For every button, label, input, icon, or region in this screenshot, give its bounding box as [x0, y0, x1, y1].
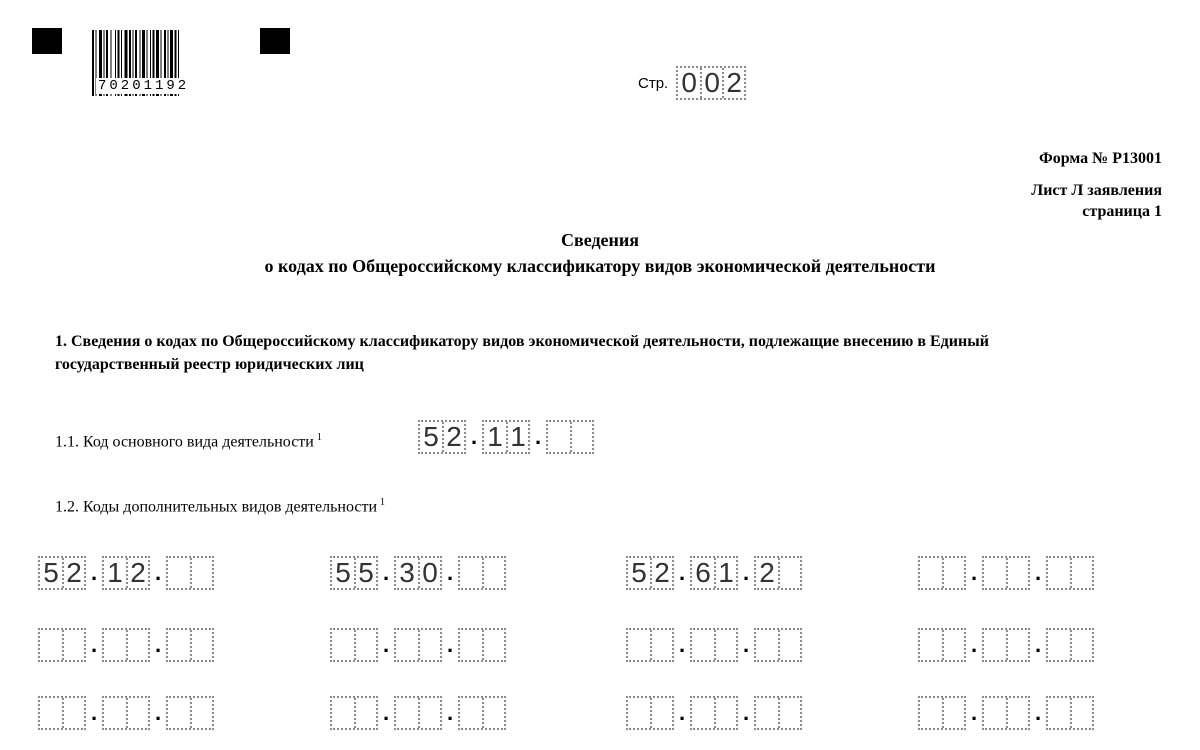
additional-activity-code[interactable]	[330, 556, 506, 590]
document-subtitle: о кодах по Общероссийскому классификатору видов экономической деятельности	[264, 256, 936, 276]
code-cell[interactable]	[418, 630, 440, 660]
form-number: Форма № Р13001	[1038, 150, 1162, 167]
additional-activity-code[interactable]	[626, 696, 802, 730]
code-group[interactable]	[394, 628, 442, 662]
code-cell[interactable]: 5	[335, 557, 351, 588]
code-cell[interactable]	[1070, 698, 1092, 728]
code-cell[interactable]	[570, 422, 592, 452]
code-cell[interactable]	[756, 630, 778, 660]
additional-activity-code[interactable]	[918, 556, 1094, 590]
code-group[interactable]	[102, 696, 150, 730]
code-cell[interactable]	[942, 630, 964, 660]
code-group[interactable]	[102, 556, 150, 590]
code-cell[interactable]: 5	[43, 557, 59, 588]
code-cell[interactable]	[778, 630, 800, 660]
barcode-number: 70201192	[96, 78, 228, 94]
code-cell[interactable]	[628, 698, 650, 728]
code-cell[interactable]	[168, 698, 190, 728]
code-separator: .	[90, 560, 98, 585]
code-separator: .	[470, 424, 478, 449]
footnote-mark: 1	[316, 432, 322, 443]
code-cell[interactable]	[1006, 698, 1028, 728]
code-group[interactable]	[918, 628, 966, 662]
code-separator: .	[678, 700, 686, 725]
page-number	[638, 66, 746, 100]
code-group[interactable]	[626, 556, 674, 590]
code-cell[interactable]	[190, 630, 212, 660]
code-cell[interactable]	[332, 630, 354, 660]
code-group[interactable]	[982, 628, 1030, 662]
sheet-line: Лист Л заявления	[1031, 182, 1162, 199]
code-group[interactable]	[1046, 696, 1094, 730]
code-cell[interactable]: 1	[714, 558, 736, 588]
code-cell[interactable]	[1006, 630, 1028, 660]
code-cell[interactable]	[920, 698, 942, 728]
code-cell[interactable]: 2	[442, 422, 464, 452]
code-cell[interactable]: 5	[631, 557, 647, 588]
code-cell[interactable]	[168, 558, 190, 588]
code-group[interactable]	[38, 696, 86, 730]
code-group[interactable]	[754, 556, 802, 590]
code-cell[interactable]	[354, 698, 376, 728]
code-cell[interactable]	[396, 630, 418, 660]
code-cell[interactable]	[332, 698, 354, 728]
code-group[interactable]	[626, 696, 674, 730]
main-activity-code[interactable]	[418, 420, 594, 454]
additional-activity-code[interactable]	[626, 556, 802, 590]
code-group[interactable]	[458, 696, 506, 730]
code-separator: .	[446, 700, 454, 725]
code-cell[interactable]	[692, 630, 714, 660]
section-heading: 1. Сведения о кодах по Общероссийскому классификатору видов экономической деятельности, подлежащие внесению в Единый государственный реестр юридических лиц	[55, 333, 989, 373]
code-cell[interactable]: 6	[695, 557, 711, 588]
code-cell[interactable]	[1048, 630, 1070, 660]
main-activity-label	[55, 432, 322, 451]
code-cell[interactable]	[692, 698, 714, 728]
code-cell[interactable]	[418, 698, 440, 728]
code-group[interactable]	[1046, 556, 1094, 590]
additional-activity-code[interactable]	[330, 628, 506, 662]
code-cell[interactable]: 1	[506, 422, 528, 452]
code-cell[interactable]	[920, 558, 942, 588]
code-separator: .	[1034, 560, 1042, 585]
code-group[interactable]	[330, 696, 378, 730]
code-separator: .	[154, 700, 162, 725]
code-cell[interactable]	[62, 630, 84, 660]
code-cell[interactable]	[126, 630, 148, 660]
footnote-mark: 1	[380, 497, 385, 508]
code-cell[interactable]	[942, 558, 964, 588]
sheet-info	[1031, 180, 1162, 222]
code-cell[interactable]	[778, 558, 800, 588]
additional-activity-code[interactable]	[38, 556, 214, 590]
code-separator: .	[446, 632, 454, 657]
code-group[interactable]	[982, 556, 1030, 590]
code-cell[interactable]	[190, 558, 212, 588]
code-group[interactable]	[418, 420, 466, 454]
alignment-marker-left	[32, 28, 62, 54]
code-cell[interactable]	[354, 630, 376, 660]
code-cell[interactable]: 3	[399, 557, 415, 588]
code-separator: .	[742, 632, 750, 657]
code-cell[interactable]	[548, 422, 570, 452]
code-cell[interactable]	[126, 698, 148, 728]
code-cell[interactable]	[984, 630, 1006, 660]
code-cell[interactable]: 0	[418, 558, 440, 588]
code-group[interactable]	[626, 628, 674, 662]
code-group[interactable]	[166, 628, 214, 662]
code-separator: .	[534, 424, 542, 449]
code-group[interactable]	[102, 628, 150, 662]
code-group[interactable]	[1046, 628, 1094, 662]
code-group[interactable]	[394, 696, 442, 730]
code-group[interactable]	[166, 696, 214, 730]
code-separator: .	[382, 700, 390, 725]
code-group[interactable]	[918, 696, 966, 730]
code-separator: .	[382, 632, 390, 657]
code-separator: .	[1034, 632, 1042, 657]
code-cell[interactable]: 2	[759, 557, 775, 588]
code-separator: .	[970, 700, 978, 725]
additional-activity-code[interactable]	[330, 696, 506, 730]
code-separator: .	[742, 560, 750, 585]
code-cell[interactable]	[628, 630, 650, 660]
code-cell[interactable]: 2	[62, 558, 84, 588]
code-cell[interactable]: 2	[650, 558, 672, 588]
code-separator: .	[446, 560, 454, 585]
barcode-bar	[92, 30, 94, 96]
code-separator: .	[1034, 700, 1042, 725]
code-cell[interactable]: 5	[354, 558, 376, 588]
page-digit-cell[interactable]: 2	[722, 68, 744, 98]
code-cell[interactable]	[40, 698, 62, 728]
code-cell[interactable]	[168, 630, 190, 660]
code-group[interactable]	[690, 556, 738, 590]
code-separator: .	[154, 560, 162, 585]
code-cell[interactable]	[942, 698, 964, 728]
main-activity-text: 1.1. Код основного вида деятельности	[55, 433, 314, 451]
additional-activity-code[interactable]	[918, 628, 1094, 662]
code-cell[interactable]	[460, 698, 482, 728]
page-label: Стр.	[638, 74, 669, 92]
additional-activities-text: 1.2. Коды дополнительных видов деятельности	[55, 498, 377, 516]
code-separator: .	[90, 700, 98, 725]
code-group[interactable]	[166, 556, 214, 590]
code-cell[interactable]	[1070, 630, 1092, 660]
page-digit-cell[interactable]: 0	[681, 67, 697, 98]
code-cell[interactable]: 2	[126, 558, 148, 588]
code-separator: .	[678, 560, 686, 585]
code-group[interactable]	[38, 628, 86, 662]
code-cell[interactable]	[40, 630, 62, 660]
code-group[interactable]	[458, 556, 506, 590]
document-title: Сведения	[560, 230, 640, 250]
code-group[interactable]	[690, 696, 738, 730]
code-cell[interactable]	[984, 698, 1006, 728]
code-group[interactable]	[546, 420, 594, 454]
code-cell[interactable]	[62, 698, 84, 728]
code-cell[interactable]	[1006, 558, 1028, 588]
code-cell[interactable]	[714, 630, 736, 660]
code-cell[interactable]	[920, 630, 942, 660]
code-cell[interactable]	[1048, 558, 1070, 588]
code-separator: .	[742, 700, 750, 725]
code-group[interactable]	[754, 628, 802, 662]
code-cell[interactable]: 1	[487, 421, 503, 452]
code-group[interactable]	[330, 556, 378, 590]
code-separator: .	[970, 560, 978, 585]
additional-activity-code[interactable]	[918, 696, 1094, 730]
code-group[interactable]	[918, 556, 966, 590]
code-cell[interactable]: 1	[107, 557, 123, 588]
code-group[interactable]	[482, 420, 530, 454]
code-group[interactable]	[458, 628, 506, 662]
code-cell[interactable]	[984, 558, 1006, 588]
additional-activity-code[interactable]	[626, 628, 802, 662]
code-group[interactable]	[38, 556, 86, 590]
code-cell[interactable]	[482, 558, 504, 588]
page-digit-cell[interactable]: 0	[700, 68, 722, 98]
code-cell[interactable]	[104, 630, 126, 660]
code-cell[interactable]	[778, 698, 800, 728]
code-cell[interactable]	[650, 630, 672, 660]
code-cell[interactable]	[190, 698, 212, 728]
additional-activity-code[interactable]	[38, 628, 214, 662]
code-cell[interactable]	[460, 558, 482, 588]
code-cell[interactable]	[650, 698, 672, 728]
code-cell[interactable]	[1048, 698, 1070, 728]
code-cell[interactable]	[714, 698, 736, 728]
code-cell[interactable]	[396, 698, 418, 728]
code-cell[interactable]	[460, 630, 482, 660]
code-separator: .	[678, 632, 686, 657]
code-separator: .	[154, 632, 162, 657]
code-cell[interactable]	[482, 698, 504, 728]
code-cell[interactable]	[756, 698, 778, 728]
code-group[interactable]	[690, 628, 738, 662]
code-group[interactable]	[982, 696, 1030, 730]
code-cell[interactable]	[482, 630, 504, 660]
sheet-page: страница 1	[1082, 203, 1162, 220]
code-cell[interactable]	[1070, 558, 1092, 588]
page-number-cells[interactable]	[676, 66, 746, 100]
code-group[interactable]	[394, 556, 442, 590]
code-separator: .	[90, 632, 98, 657]
alignment-marker-right	[260, 28, 290, 54]
code-separator: .	[382, 560, 390, 585]
code-separator: .	[970, 632, 978, 657]
additional-activity-code[interactable]	[38, 696, 214, 730]
code-cell[interactable]	[104, 698, 126, 728]
additional-activities-label	[55, 497, 385, 516]
code-group[interactable]	[754, 696, 802, 730]
code-group[interactable]	[330, 628, 378, 662]
code-cell[interactable]: 5	[423, 421, 439, 452]
